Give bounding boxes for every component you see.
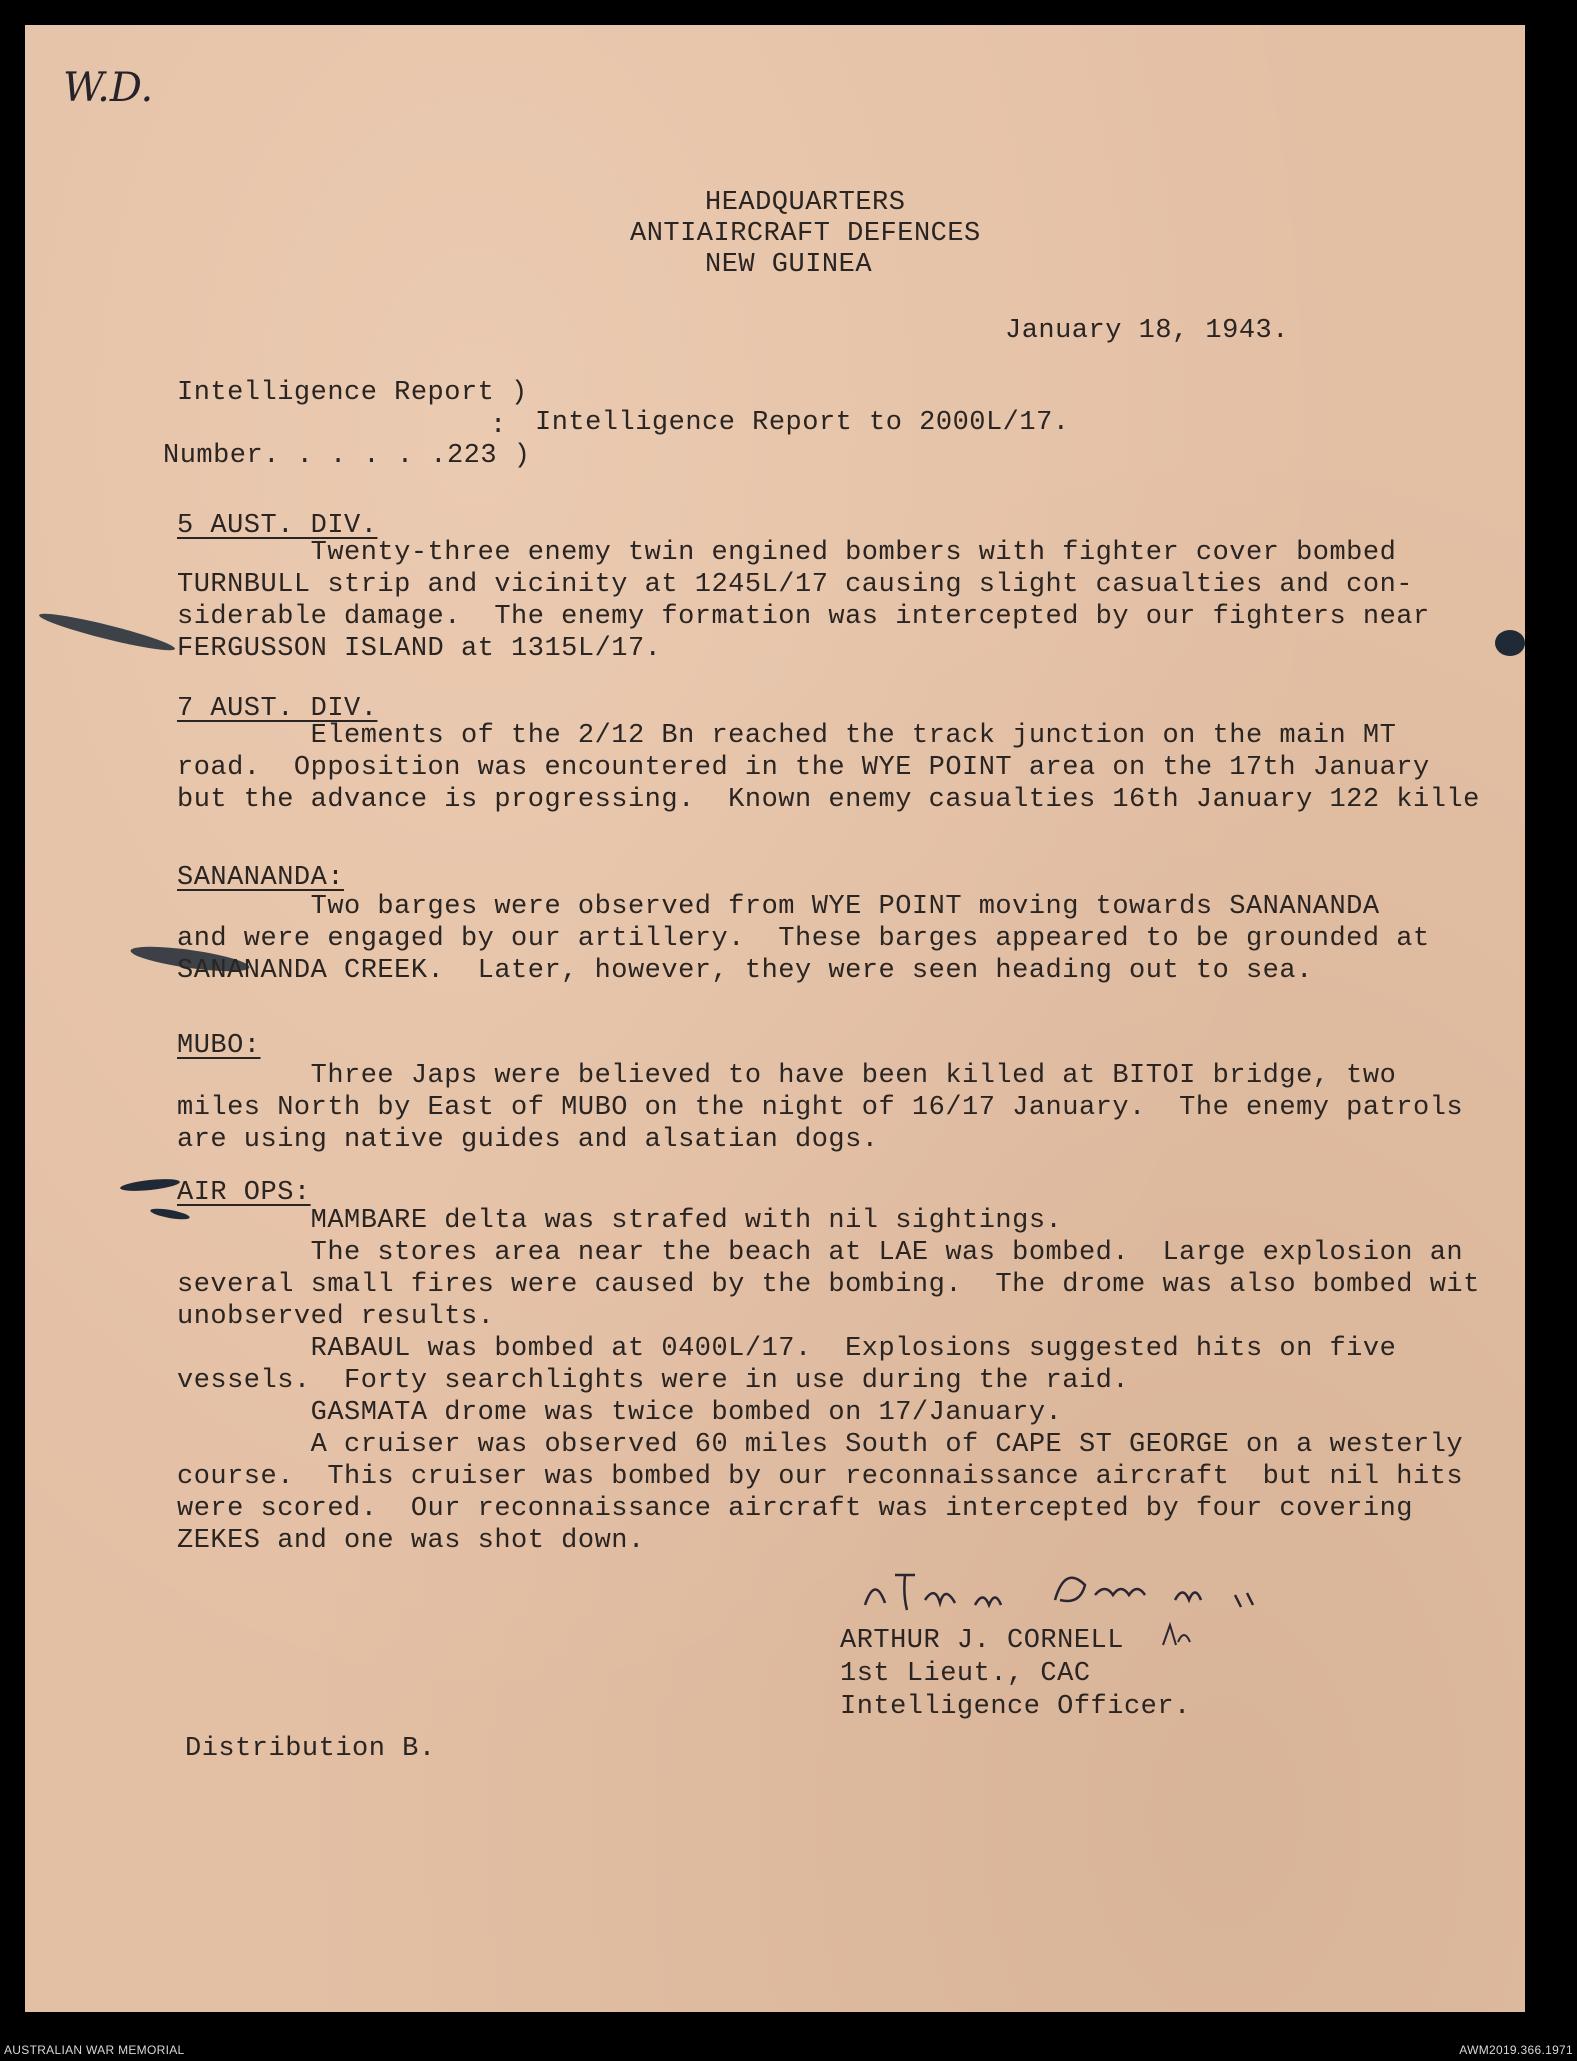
- document-page: [25, 25, 1525, 2012]
- section-body-sananda: [177, 891, 1477, 987]
- handwritten-annotation: W.D.: [63, 65, 154, 111]
- distribution-note: Distribution B.: [185, 1734, 436, 1764]
- ink-mark: [37, 608, 176, 655]
- signatory-title: Intelligence Officer.: [840, 1692, 1191, 1722]
- body-line: course. This cruiser was bombed by our reconnaissance aircraft but nil hits: [177, 1462, 1464, 1492]
- signature-initials: [1158, 1620, 1198, 1650]
- body-line: MAMBARE delta was strafed with nil sightings.: [177, 1206, 1063, 1236]
- body-line: miles North by East of MUBO on the night of 16/17 January. The enemy patrols: [177, 1093, 1464, 1123]
- section-heading-5-aust-div: 5 AUST. DIV.: [177, 511, 378, 541]
- section-body-air-ops: [177, 1205, 1480, 1557]
- body-line: siderable damage. The enemy formation was intercepted by our fighters near: [177, 602, 1430, 632]
- body-line: several small fires were caused by the bombing. The drome was also bombed wit: [177, 1270, 1480, 1300]
- signatory-name: ARTHUR J. CORNELL: [840, 1626, 1124, 1656]
- body-line: Two barges were observed from WYE POINT moving towards SANANANDA: [177, 892, 1380, 922]
- ink-mark: [120, 1177, 181, 1193]
- body-line: GASMATA drome was twice bombed on 17/January.: [177, 1398, 1063, 1428]
- body-line: road. Opposition was encountered in the WYE POINT area on the 17th January: [177, 753, 1430, 783]
- body-line: are using native guides and alsatian dogs.: [177, 1125, 879, 1155]
- section-heading-7-aust-div: 7 AUST. DIV.: [177, 694, 378, 724]
- section-body-mubo: [177, 1060, 1477, 1156]
- body-line: TURNBULL strip and vicinity at 1245L/17 causing slight casualties and con-: [177, 570, 1413, 600]
- body-line: ZEKES and one was shot down.: [177, 1526, 645, 1556]
- section-heading-sananda: SANANANDA:: [177, 863, 345, 893]
- body-line: FERGUSSON ISLAND at 1315L/17.: [177, 634, 662, 664]
- ink-mark: [1495, 630, 1525, 656]
- header-line-2: ANTIAIRCRAFT DEFENCES: [630, 219, 981, 249]
- body-line: Elements of the 2/12 Bn reached the track junction on the main MT: [177, 721, 1397, 751]
- report-subject: Intelligence Report to 2000L/17.: [535, 408, 1070, 438]
- handwritten-signature: [855, 1555, 1285, 1625]
- footer-reference: AWM2019.366.1971: [1459, 2043, 1573, 2057]
- body-line: vessels. Forty searchlights were in use during the raid.: [177, 1366, 1130, 1396]
- section-body-7-aust-div: [177, 720, 1480, 816]
- body-line: but the advance is progressing. Known enemy casualties 16th January 122 kille: [177, 785, 1480, 815]
- body-line: RABAUL was bombed at 0400L/17. Explosions suggested hits on five: [177, 1334, 1397, 1364]
- body-line: and were engaged by our artillery. These barges appeared to be grounded at: [177, 924, 1430, 954]
- body-line: Three Japs were believed to have been killed at BITOI bridge, two: [177, 1061, 1397, 1091]
- body-line: Twenty-three enemy twin engined bombers with fighter cover bombed: [177, 538, 1397, 568]
- body-line: A cruiser was observed 60 miles South of CAPE ST GEORGE on a westerly: [177, 1430, 1464, 1460]
- body-line: unobserved results.: [177, 1302, 495, 1332]
- header-line-1: HEADQUARTERS: [705, 188, 906, 218]
- report-date: January 18, 1943.: [1005, 316, 1289, 346]
- header-line-3: NEW GUINEA: [705, 250, 873, 280]
- report-id-line-3: Number. . . . . .223 ): [163, 441, 531, 471]
- body-line: were scored. Our reconnaissance aircraft was intercepted by four covering: [177, 1494, 1413, 1524]
- body-line: SANANANDA CREEK. Later, however, they were seen heading out to sea.: [177, 956, 1313, 986]
- report-id-line-1: Intelligence Report ): [177, 378, 528, 408]
- signatory-rank: 1st Lieut., CAC: [840, 1659, 1091, 1689]
- body-line: The stores area near the beach at LAE was bombed. Large explosion an: [177, 1238, 1464, 1268]
- footer-institution: AUSTRALIAN WAR MEMORIAL: [4, 2043, 185, 2057]
- section-heading-mubo: MUBO:: [177, 1031, 261, 1061]
- section-heading-air-ops: AIR OPS:: [177, 1178, 311, 1208]
- report-id-colon: :: [490, 411, 507, 441]
- section-body-5-aust-div: [177, 537, 1477, 665]
